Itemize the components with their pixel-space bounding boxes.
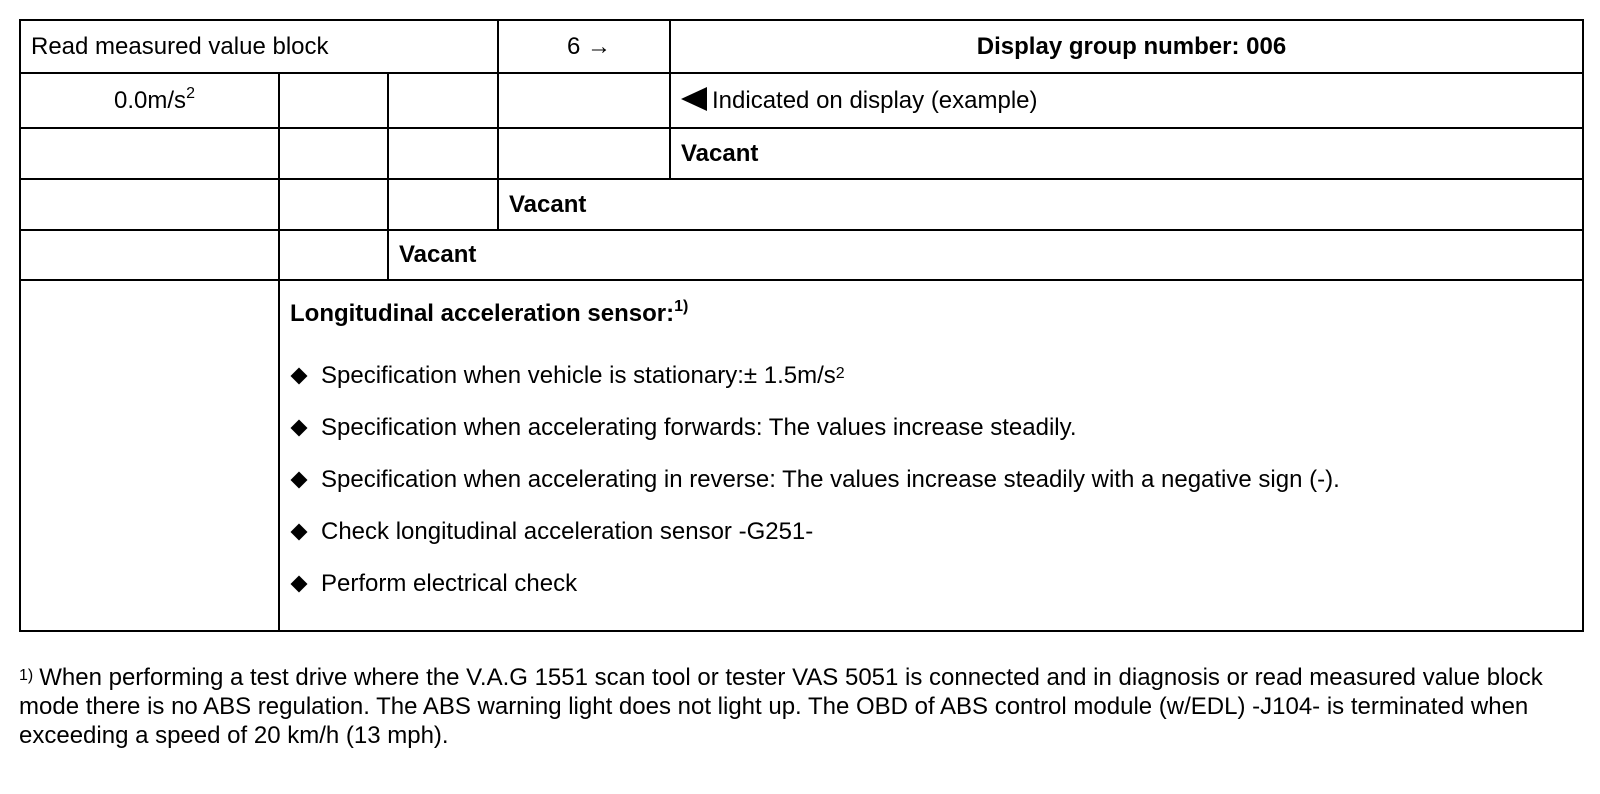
spec-item [290, 570, 1582, 622]
footnote-marker: 1) [19, 667, 34, 684]
bullet-diamond-icon [291, 472, 308, 489]
empty-cell [388, 179, 498, 230]
spec-item [290, 362, 1582, 414]
display-value-row [20, 73, 1583, 128]
display-group-title: Display group number: 006 [976, 32, 1287, 60]
block-title: Read measured value block [31, 32, 329, 60]
spec-item [290, 466, 1582, 518]
group-number-cell [498, 20, 670, 73]
group-number: 6 [566, 32, 581, 60]
vacant-label: Vacant [670, 128, 1583, 179]
display-value: 0.0m/s [114, 86, 187, 114]
spec-item [290, 518, 1582, 570]
footnote [19, 663, 1589, 750]
bullet-diamond-icon [291, 576, 308, 593]
empty-cell [279, 128, 388, 179]
empty-cell [279, 179, 388, 230]
sensor-title-text: Longitudinal acceleration sensor: [290, 300, 675, 327]
block-title-cell [20, 20, 498, 73]
vacant-label: Vacant [388, 230, 1583, 280]
header-row [20, 20, 1583, 73]
empty-cell [20, 179, 279, 230]
pointer-left-icon [681, 87, 707, 111]
sensor-block [290, 289, 1582, 622]
spec-item [290, 414, 1582, 466]
bullet-diamond-icon [291, 524, 308, 541]
empty-cell [498, 73, 670, 128]
empty-cell [388, 128, 498, 179]
empty-cell [388, 73, 498, 128]
footnote-text: When performing a test drive where the V.A.G 1551 scan tool or tester VAS 5051 is connected and in diagnosis or read measured value block mode there is no ABS regulation. The ABS warning light does not light up. The OBD of ABS control module (w/EDL) -J104- is terminated when exceeding a speed of 20 km/h (13 mph). [19, 664, 1543, 749]
footnote-ref: 1) [674, 298, 689, 315]
bullet-diamond-icon [291, 368, 308, 385]
vacant-label: Vacant [498, 179, 1583, 230]
sensor-row [20, 280, 1583, 631]
empty-cell [20, 280, 279, 631]
indicated-cell [670, 73, 1583, 128]
spec-list [290, 362, 1582, 622]
empty-cell [498, 128, 670, 179]
vacant-row-4 [20, 128, 1583, 179]
empty-cell [279, 73, 388, 128]
spec-text: Specification when vehicle is stationary:± $1.5m/s^2$ [321, 362, 845, 389]
measured-value-table [19, 19, 1584, 632]
vacant-row-3 [20, 179, 1583, 230]
empty-cell [20, 230, 279, 280]
display-group-cell [670, 20, 1583, 73]
empty-cell [20, 128, 279, 179]
display-value-cell [20, 73, 279, 128]
bullet-diamond-icon [291, 420, 308, 437]
sensor-title [290, 300, 1582, 328]
spec-text: Specification when accelerating forwards: The values increase steadily. [321, 414, 1077, 441]
arrow-right-icon: → [587, 32, 612, 60]
spec-text: Perform electrical check [321, 570, 578, 597]
display-value-exponent: 2 [186, 84, 195, 102]
sensor-cell [279, 280, 1583, 631]
vacant-row-2 [20, 230, 1583, 280]
indicated-label: Indicated on display (example) [712, 86, 1038, 114]
spec-text: Check longitudinal acceleration sensor -G251- [321, 518, 814, 545]
spec-text: Specification when accelerating in reverse: The values increase steadily with a negative sign (-). [321, 466, 1340, 493]
empty-cell [279, 230, 388, 280]
